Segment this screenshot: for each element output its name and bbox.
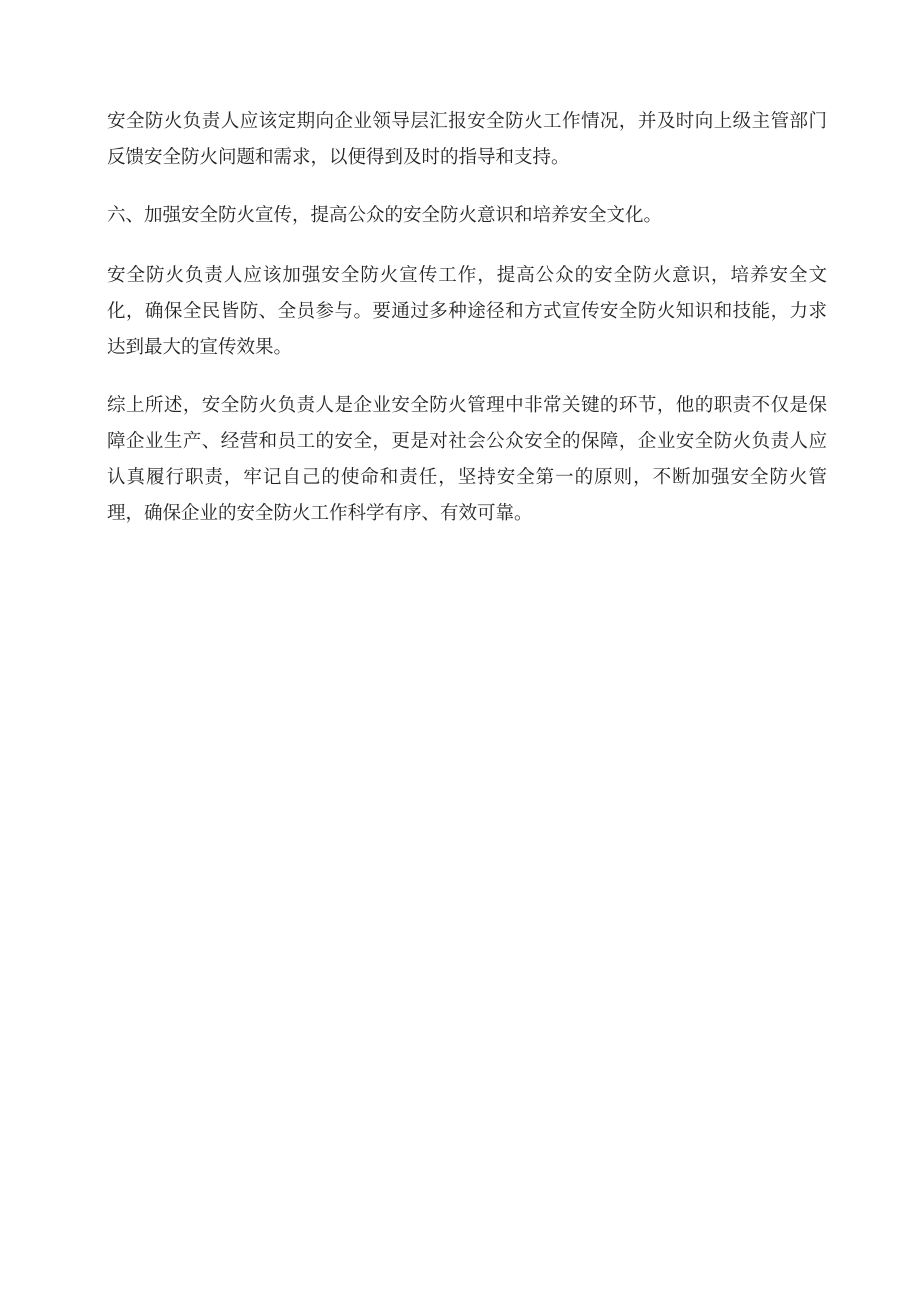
section-heading-six: 六、加强安全防火宣传，提高公众的安全防火意识和培养安全文化。 bbox=[107, 205, 663, 226]
paragraph-reporting: 安全防火负责人应该定期向企业领导层汇报安全防火工作情况，并及时向上级主管部门反馈安全防火问题和需求，以便得到及时的指导和支持。 bbox=[107, 111, 827, 168]
paragraph-conclusion: 综上所述，安全防火负责人是企业安全防火管理中非常关键的环节，他的职责不仅是保障企业生产、经营和员工的安全，更是对社会公众安全的保障，企业安全防火负责人应认真履行职责，牢记自己的使命和责任，坚持安全第一的原则，不断加强安全防火管理，确保企业的安全防火工作科学有序、有效可靠。 bbox=[107, 395, 827, 524]
paragraph-publicity: 安全防火负责人应该加强安全防火宣传工作，提高公众的安全防火意识，培养安全文化，确保全民皆防、全员参与。要通过多种途径和方式宣传安全防火知识和技能，力求达到最大的宣传效果。 bbox=[107, 265, 827, 358]
document-body bbox=[107, 104, 827, 554]
